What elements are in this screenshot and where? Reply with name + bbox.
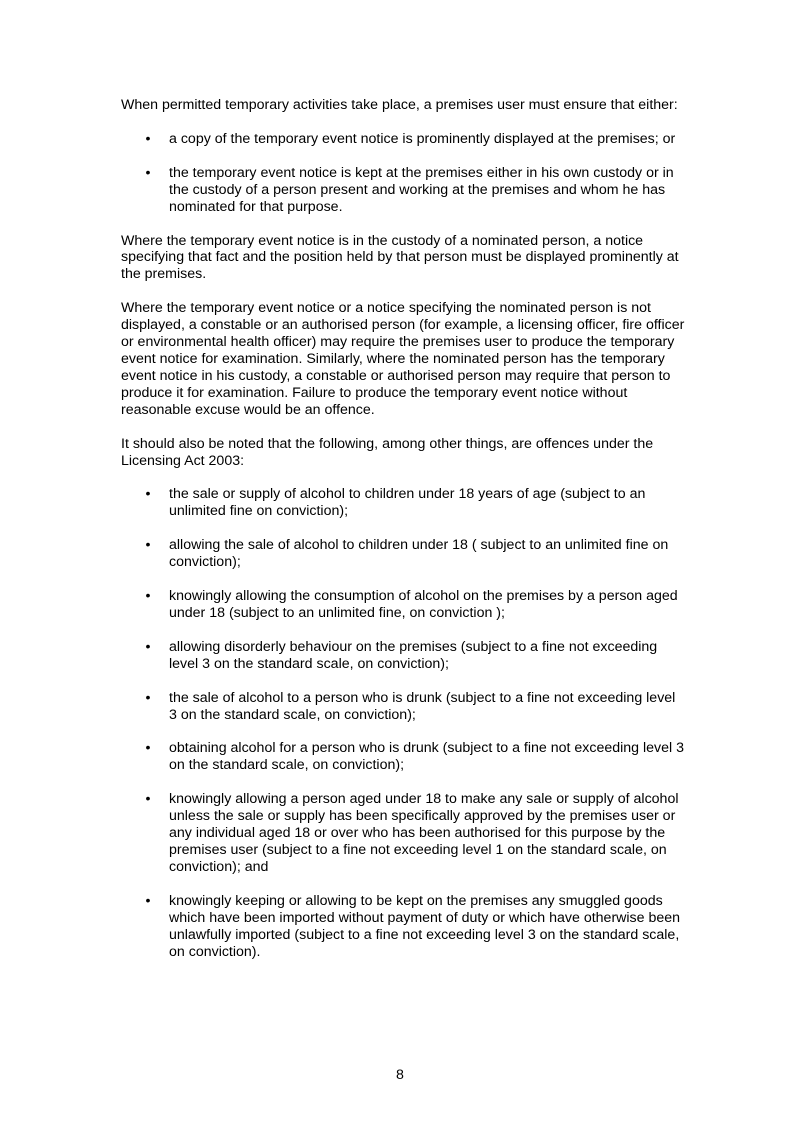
nominated-person-paragraph: Where the temporary event notice is in the custody of a nominated person, a notice specifying that fact and the position held by that person must be displayed prominently at the premises. bbox=[121, 232, 679, 283]
list-item-text: the sale of alcohol to a person who is drunk (subject to a fine not exceeding level 3 on the standard scale, on conviction); bbox=[169, 689, 676, 723]
list-item bbox=[121, 893, 685, 961]
page-body bbox=[121, 97, 685, 977]
bullet-icon: • bbox=[145, 588, 151, 605]
display-options-list bbox=[121, 131, 685, 216]
bullet-icon: • bbox=[145, 164, 151, 181]
list-item bbox=[121, 639, 685, 673]
list-item-text: obtaining alcohol for a person who is drunk (subject to a fine not exceeding level 3 on the standard scale, on conviction); bbox=[169, 740, 685, 774]
bullet-icon: • bbox=[145, 638, 151, 655]
list-item bbox=[121, 486, 685, 520]
bullet-icon: • bbox=[145, 486, 151, 503]
list-item-text: knowingly keeping or allowing to be kept on the premises any smuggled goods which have been imported without payment of duty or which have otherwise been unlawfully imported (subject to a fine not exceeding level 3 on the standard scale, on conviction). bbox=[169, 892, 681, 960]
bullet-icon: • bbox=[145, 740, 151, 757]
list-item-text: allowing disorderly behaviour on the premises (subject to a fine not exceeding level 3 on the standard scale, on conviction); bbox=[169, 638, 658, 672]
bullet-icon: • bbox=[145, 791, 151, 808]
list-item bbox=[121, 588, 685, 622]
bullet-icon: • bbox=[145, 537, 151, 554]
page-number: 8 bbox=[396, 1067, 404, 1083]
list-item-text: a copy of the temporary event notice is prominently displayed at the premises; or bbox=[169, 130, 676, 147]
offences-intro-paragraph: It should also be noted that the following, among other things, are offences under the Licensing Act 2003: bbox=[121, 435, 654, 469]
list-item-text: the sale or supply of alcohol to children under 18 years of age (subject to an unlimited fine on conviction); bbox=[169, 486, 646, 520]
bullet-icon: • bbox=[145, 689, 151, 706]
bullet-icon: • bbox=[145, 130, 151, 147]
list-item-text: the temporary event notice is kept at the premises either in his own custody or in the custody of a person present and working at the premises and whom he has nominated for that purpose. bbox=[169, 164, 674, 215]
offences-list bbox=[121, 486, 685, 960]
list-item bbox=[121, 131, 685, 148]
list-item-text: knowingly allowing a person aged under 18 to make any sale or supply of alcohol unless the sale or supply has been specifically approved by the premises user or any individual aged 18 or over who has been authorised for this purpose by the premises user (subject to a fine not exceeding level 1 on the standard scale, on conviction); and bbox=[169, 791, 679, 875]
list-item bbox=[121, 537, 685, 571]
list-item bbox=[121, 740, 685, 774]
list-item-text: allowing the sale of alcohol to children under 18 ( subject to an unlimited fine on conviction); bbox=[169, 537, 669, 571]
list-item bbox=[121, 165, 685, 216]
list-item-text: knowingly allowing the consumption of alcohol on the premises by a person aged under 18 (subject to an unlimited fine, on conviction ); bbox=[169, 588, 678, 621]
intro-paragraph: When permitted temporary activities take place, a premises user must ensure that either: bbox=[121, 97, 678, 113]
list-item bbox=[121, 690, 685, 724]
not-displayed-paragraph: Where the temporary event notice or a notice specifying the nominated person is not displayed, a constable or an authorised person (for example, a licensing officer, fire officer or environmental health officer) may require the premises user to produce the temporary event notice for examination. Similarly, where the nominated person has the temporary event notice in his custody, a constable or authorised person may require that person to produce it for examination. Failure to produce the temporary event notice without reasonable excuse would be an offence. bbox=[121, 300, 685, 418]
bullet-icon: • bbox=[145, 892, 151, 909]
list-item bbox=[121, 791, 685, 876]
